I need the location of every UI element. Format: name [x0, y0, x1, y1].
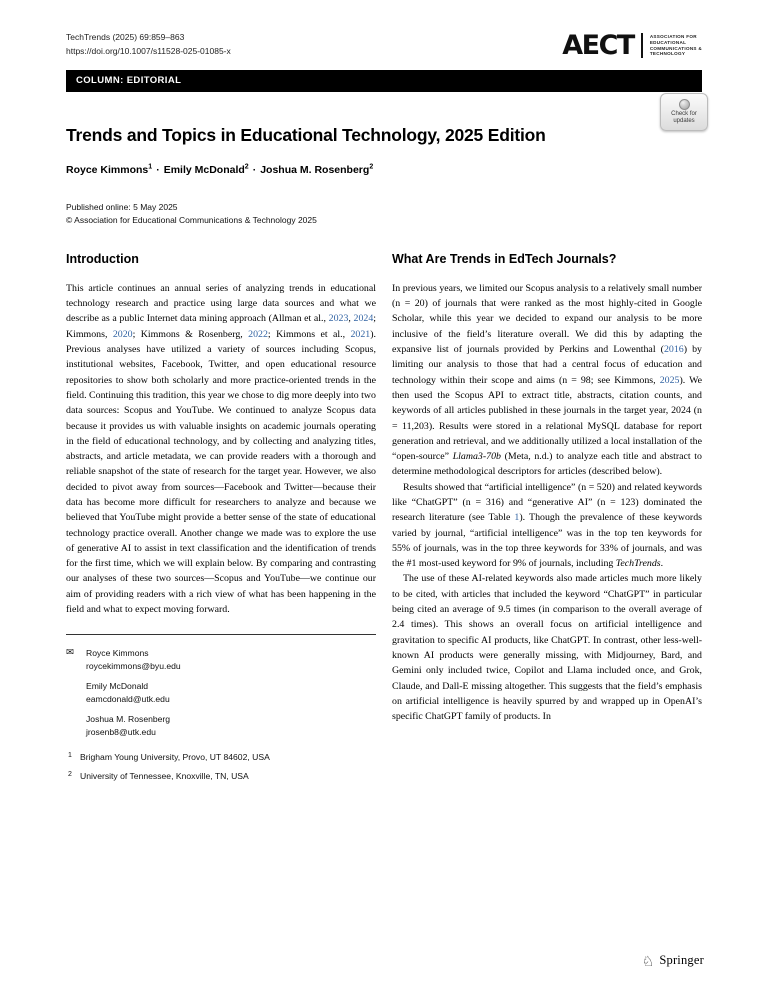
affiliations-block: [66, 751, 376, 782]
citation-link[interactable]: 1: [514, 512, 520, 524]
author-affiliation-sup: 2: [244, 163, 249, 170]
citation-link[interactable]: 2023: [328, 313, 349, 325]
check-updates-icon: [679, 99, 690, 110]
italic-text: TechTrends: [615, 558, 661, 570]
body-text-run: ; Kimmons & Rosenberg,: [132, 328, 249, 340]
paragraph: [392, 571, 702, 724]
correspondence-email: jrosenb8@utk.edu: [86, 726, 156, 737]
aect-tagline-line: COMMUNICATIONS &: [649, 45, 702, 51]
author-name: Emily McDonald$^2$: [163, 163, 249, 176]
paragraph: [66, 281, 376, 618]
author-separator: ·: [156, 163, 160, 176]
aect-tagline-line: EDUCATIONAL: [649, 39, 687, 45]
introduction-text: [66, 281, 376, 618]
right-column: [392, 252, 702, 788]
envelope-icon: ✉: [66, 647, 74, 659]
correspondence-entry: [66, 680, 376, 705]
footnote-divider: [66, 634, 376, 635]
affiliation-sup: 1: [68, 752, 72, 760]
aect-logo-divider: [641, 33, 643, 58]
affiliation-sup: 2: [68, 770, 72, 778]
citation-link[interactable]: 2025: [659, 374, 680, 386]
section-heading-introduction: Introduction: [66, 251, 139, 266]
affiliation-entry: [66, 770, 376, 782]
check-updates-label: [671, 111, 697, 126]
author-separator: ·: [252, 163, 257, 176]
published-online-date: Published online: 5 May 2025: [66, 201, 178, 212]
author-name: Joshua M. Rosenberg$^2$: [260, 163, 374, 176]
springer-horse-icon: ♘: [641, 952, 655, 969]
correspondence-entry: [66, 647, 376, 672]
correspondence-block: [66, 647, 376, 738]
author-line: [66, 163, 702, 176]
author-affiliation-sup: 1: [148, 163, 153, 170]
journal-meta: [66, 30, 231, 58]
check-updates-line1: Check for: [671, 110, 697, 117]
column-editorial-banner: COLUMN: EDITORIAL: [66, 70, 702, 92]
author-name: Royce Kimmons$^1$: [66, 163, 153, 176]
body-text-run: This article continues an annual series of analyzing trends in educational technology research and practice using large data sources and what we describe as a public Internet data mining approach (Allman et al.,: [66, 282, 376, 325]
section-heading-trends: What Are Trends in EdTech Journals?: [392, 251, 617, 266]
aect-tagline: [650, 34, 702, 58]
citation-link[interactable]: 2021: [350, 328, 371, 340]
springer-logo: [642, 953, 704, 968]
citation-link[interactable]: 2022: [248, 328, 268, 340]
journal-citation: TechTrends (2025) 69:859–863: [66, 32, 185, 42]
aect-wordmark: AECT: [562, 30, 634, 61]
article-title: Trends and Topics in Educational Technology, 2025 Edition: [66, 125, 546, 145]
paragraph: [392, 281, 702, 480]
body-text-run: ). We then used the Scopus API to extract title, abstracts, citation counts, and keywords of all articles published in these journals in the target year, 2024 (n = 11,203). Results were stored in a relational MySQL database for report generation and retrieval, and we additionally utilized a local installation of the “open-source”: [392, 374, 702, 463]
body-text-run: .: [660, 558, 664, 570]
body-text-run: Results showed that “artificial intelligence” (n = 520) and related keywords like “ChatGPT” (n = 316) and “generative AI” (n = 123) dominated the research literature (see Table: [392, 481, 702, 524]
citation-link[interactable]: 2016: [663, 344, 684, 356]
citation-link[interactable]: 2020: [112, 328, 133, 340]
body-text-run: ,: [348, 313, 354, 325]
article-body: [66, 252, 702, 788]
correspondence-name: Joshua M. Rosenberg: [86, 714, 171, 725]
doi-link[interactable]: https://doi.org/10.1007/s11528-025-01085-x: [66, 46, 231, 57]
aect-tagline-line: ASSOCIATION FOR: [649, 33, 697, 39]
body-text-run: ; Kimmons et al.,: [267, 328, 351, 340]
aect-logo: [562, 32, 702, 59]
trends-text: [392, 281, 702, 725]
springer-wordmark: Springer: [659, 953, 704, 967]
citation-link[interactable]: 2024: [353, 313, 374, 325]
publication-info: [66, 201, 702, 227]
aect-tagline-line: TECHNOLOGY: [649, 51, 686, 57]
affiliation-text: University of Tennessee, Knoxville, TN, USA: [80, 770, 249, 781]
correspondence-name: Royce Kimmons: [86, 648, 149, 659]
body-text-run: The use of these AI-related keywords also made articles much more likely to be cited, with articles that included the keyword “ChatGPT” in particular being cited an average of 9.5 times (in comparison to the overall average of 2.4 times). This shows an overall focus on artificial intelligence and gravitation to specific AI products, like ChatGPT. In contrast, other less-well-known AI products were generally missing, with Midjourney, Bard, and Gemini only included twice, Copilot and Llama included once, and Grok, Claude, and Dall-E missing altogether. This suggests that the field’s emphasis on artificial intelligence is heavily spurred by and wrapped up in OpenAI’s specific ChatGPT family of products. In: [392, 573, 702, 723]
body-text-run: (Meta, n.d.) to analyze each title and abstract to determine methodological descriptors for articles (described below).: [392, 451, 702, 478]
affiliation-entry: [66, 751, 376, 763]
check-for-updates-badge[interactable]: [660, 93, 708, 131]
copyright-line: © Association for Educational Communications & Technology 2025: [66, 214, 317, 225]
body-text-run: ). Previous analyses have utilized a variety of sources including Scopus, institutional websites, Facebook, Twitter, and open educational resource repositories to show both scholarly and more practice-oriented trends in the field. Continuing this tradition, this year we chose to dig more deeply into two data sources: Scopus and YouTube. We continued to analyze Scopus data because it provides us with valuable insights on academic journals operating in the field of educational technology, and by collecting and analyzing titles, abstracts, and article metadata, we can provide readers with a thorough and reliable snapshot of the state of research for the target year. However, we also decided to pivot away from sources—Facebook and Twitter—because their data has become more difficult for researchers to analyze and because we believed that YouTube might provide a better sense of the state of educational technology practice overall. Another change we made was to explore the use of generative AI to assist in text classification and the identification of trends for the first time, which we will explain below. By comparing and contrasting our analyses of these two sources—Scopus and YouTube—we continue our aim of providing readers with a rich view of what has been happening in the field and what to expect moving forward.: [66, 328, 376, 616]
correspondence-entry: [66, 713, 376, 738]
body-text-run: In previous years, we limited our Scopus analysis to a relatively small number (n = 20) of journals that were ranked as the most highly-cited in Google Scholar, while this year we decided to expand our analysis to be more inclusive of the field’s literature overall. We did this by adapting the expansive list of journals provided by Perkins and Lowenthal (: [392, 282, 702, 356]
page-header: [66, 30, 702, 59]
correspondence-email: eamcdonald@utk.edu: [86, 693, 170, 704]
body-text-run: ). Though the prevalence of these keywords varied by journal, “artificial intelligence” was in the top ten keywords for 55% of journals, was in the top three keywords for 33% of journals, and was the #1 most-used keyword for 9% of journals, including: [392, 512, 702, 570]
body-text-run: ; Kimmons,: [66, 313, 376, 340]
check-updates-line2: updates: [673, 118, 695, 124]
affiliation-text: Brigham Young University, Provo, UT 84602, USA: [80, 752, 270, 763]
left-column: [66, 252, 376, 788]
correspondence-name: Emily McDonald: [86, 681, 149, 692]
paragraph: [392, 480, 702, 572]
author-affiliation-sup: 2: [369, 163, 374, 170]
correspondence-email: roycekimmons@byu.edu: [86, 660, 181, 671]
body-text-run: ) by limiting our analysis to those that had a central focus of education and technology within their scope and aims (n = 98; see Kimmons,: [392, 344, 702, 386]
italic-text: Llama3-70b: [452, 451, 501, 463]
